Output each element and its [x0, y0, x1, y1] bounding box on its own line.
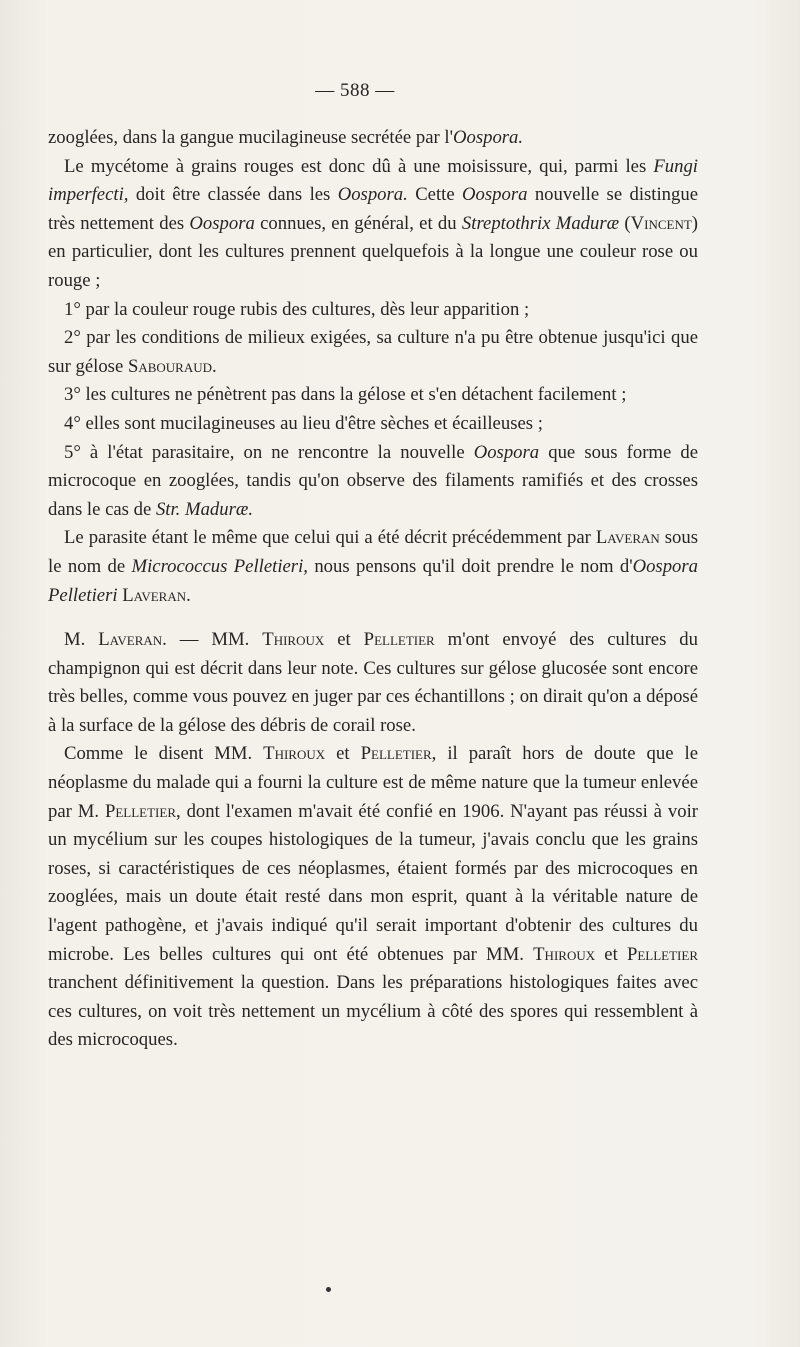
author-name: Thiroux — [262, 629, 325, 651]
text-run: doit être classée dans les — [128, 184, 338, 206]
text-run: Le mycétome à grains rouges est donc dû à une moisissure, qui, parmi les — [64, 155, 654, 177]
list-item-1 — [48, 296, 698, 325]
italic-term: Oospora — [189, 212, 255, 234]
text-run: , dont l'examen m'avait été confié en 1906. N'ayant pas réussi à voir un mycélium sur les coupes histologiques de la tumeur, j'avais conclu que les grains roses, si caractéristiques de ces néoplasmes, étaient formés par des microcoques en zooglées, mais un doute était resté dans mon esprit, quant à la véritable nature de l'agent pathogène, et j'avais indiqué qu'il serait important d'obtenir des cultures du microbe. Les belles cultures qui ont été obtenues par MM. — [48, 800, 698, 965]
text-run: ( — [619, 212, 631, 234]
text-run: 3° les cultures ne pénètrent pas dans la gélose et s'en détachent facilement ; — [64, 384, 627, 406]
text-run: sous le nom de — [48, 527, 698, 577]
author-name: Pelletier — [626, 943, 698, 965]
text-run: m'ont envoyé des cultures du champignon qui est décrit dans leur note. Ces cultures sur gélose glucosée sont encore très belles, comme vous pouvez en juger par ces échantillons ; on dirait qu'on a déposé à la surface de la gélose des débris de corail rose. — [48, 629, 698, 736]
text-run: et — [325, 743, 361, 765]
text-run: . — [212, 355, 217, 377]
italic-term: Oospora — [462, 184, 528, 206]
author-name: Vincent — [630, 212, 692, 234]
paragraph-conclusion — [48, 740, 698, 1055]
text-run: et — [324, 629, 364, 651]
author-name: Laveran — [98, 629, 163, 651]
text-run: nouvelle se distingue très nettement des — [48, 184, 699, 234]
paragraph-parasite — [48, 524, 698, 610]
author-name: Pelletier — [360, 743, 432, 765]
list-item-3 — [48, 381, 698, 410]
text-run: 4° elles sont mucilagineuses au lieu d'être sèches et écailleuses ; — [64, 412, 543, 434]
text-run: Le parasite étant le même que celui qui a été décrit précédemment par — [64, 527, 596, 549]
text-run: connues, en général, et du — [254, 212, 462, 234]
italic-term: Fungi imperfecti, — [48, 155, 698, 206]
paragraph-continuation — [48, 124, 698, 153]
text-run: ) en particulier, dont les cultures prennent quelquefois à la longue une couleur rose ou rouge ; — [48, 212, 699, 291]
author-name: Pelletier — [363, 629, 435, 651]
italic-term: Oospora. — [452, 127, 524, 148]
list-item-5 — [48, 439, 698, 525]
italic-term: Oospora Pelletieri — [48, 555, 699, 606]
body-text — [48, 124, 698, 1055]
italic-term: Oospora — [473, 441, 540, 463]
author-name: Laveran — [122, 584, 187, 606]
list-item-4 — [48, 410, 698, 439]
text-run: Comme le disent MM. — [64, 743, 264, 765]
text-run: , il paraît hors de doute que le néoplasme du malade qui a fourni la culture est de même nature que la tumeur enlevée par M. — [48, 743, 698, 822]
paragraph-laveran-remark — [48, 626, 698, 740]
author-name: Thiroux — [263, 743, 326, 765]
text-run: 2° par les conditions de milieux exigées, sa culture n'a pu être obtenue jusqu'ici que sur gélose — [48, 327, 698, 377]
italic-term: Str. Maduræ. — [155, 498, 254, 520]
text-run: nous pensons qu'il doit prendre le nom d' — [307, 555, 633, 577]
italic-term: Micrococcus Pelletieri, — [131, 555, 308, 577]
text-run: . — MM. — [162, 629, 263, 651]
text-run: 1° par la couleur rouge rubis des cultures, dès leur apparition ; — [64, 298, 530, 320]
text-run: 5° à l'état parasitaire, on ne rencontre la nouvelle — [64, 441, 474, 463]
list-item-2 — [48, 324, 698, 381]
text-run: . — [186, 584, 191, 606]
print-mark-dot — [326, 1287, 331, 1292]
author-name: Thiroux — [533, 943, 596, 965]
text-run: M. — [64, 629, 99, 651]
italic-term: Oospora. — [337, 184, 408, 206]
text-run: tranchent définitivement la question. Dans les préparations histologiques faites avec ces cultures, on voit très nettement un mycélium à côté des spores qui ressemblent à des microcoques. — [48, 972, 698, 1051]
text-run: zooglées, dans la gangue mucilagineuse secrétée par l' — [48, 127, 453, 148]
author-name: Sabouraud — [127, 355, 213, 377]
author-name: Pelletier — [104, 800, 176, 822]
page-number: — 588 — — [315, 80, 395, 101]
text-run: Cette — [407, 184, 463, 206]
italic-term: Streptothrix Maduræ — [461, 212, 620, 234]
text-run: et — [595, 943, 627, 965]
author-name: Laveran — [595, 527, 660, 549]
text-run: que sous forme de microcoque en zooglées, tandis qu'on observe des filaments ramifiés et des crosses dans le cas de — [48, 441, 698, 520]
paragraph-mycetome — [48, 153, 698, 296]
